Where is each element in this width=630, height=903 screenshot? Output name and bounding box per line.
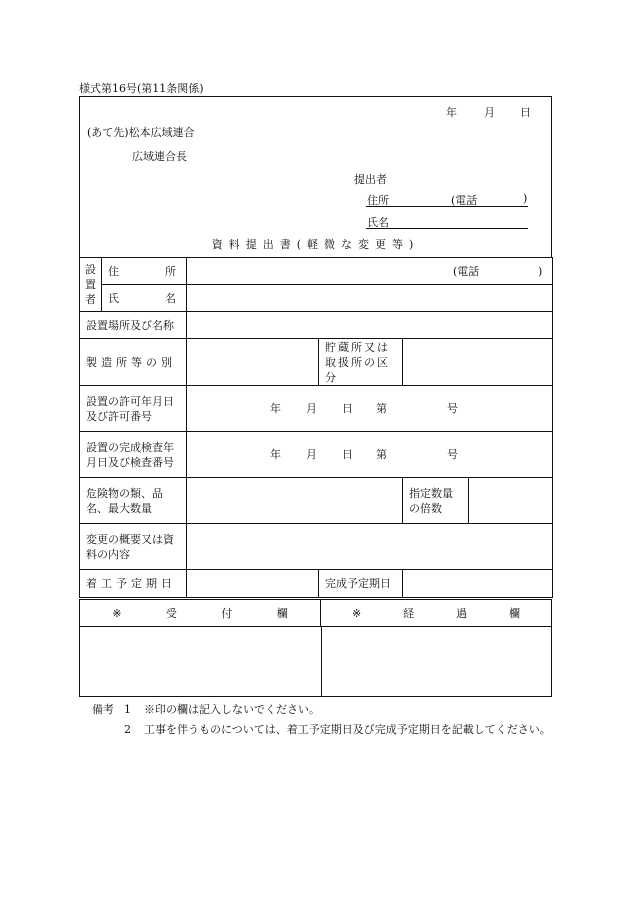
form-title: 資料提出書(軽微な変更等) [79,237,552,257]
start-field[interactable] [187,570,319,598]
facility-field[interactable] [187,339,319,386]
hazmat-field[interactable] [187,478,403,524]
storage-label: 貯蔵所又は取扱所の区分 [319,339,403,386]
completion-label: 設置の完成検査年月日及び検査番号 [80,432,187,478]
reception-header: ※ 受 付 欄 [80,600,321,626]
change-field[interactable] [187,524,553,570]
installer-name-field[interactable] [187,285,553,312]
addressee: (あて先)松本広域連合 [87,126,195,139]
notes-label: 備考 [92,703,114,716]
finish-label: 完成予定期日 [319,570,403,598]
submitter-label: 提出者 [354,173,387,186]
reception-progress-header [79,599,552,627]
submitter-address-label: 住所 [367,194,389,207]
submitter-name-field[interactable] [366,214,528,229]
finish-field[interactable] [403,570,553,598]
submitter-tel-close: ) [523,192,528,205]
progress-field[interactable] [322,626,551,696]
note-1: ※印の欄は記入しないでください。 [144,703,320,716]
multiple-label: 指定数量の倍数 [403,478,469,524]
reception-progress-body [79,626,552,697]
completion-field[interactable]: 年 月 日 第 号 [187,432,553,478]
installer-tel-close: ) [538,264,543,278]
storage-field[interactable] [403,339,553,386]
installer-address-label: 住 所 [102,258,187,285]
permit-label: 設置の許可年月日及び許可番号 [80,386,187,432]
chief: 広域連合長 [132,150,187,163]
installer-label: 設 置 者 [80,258,102,312]
submitter-name-label: 氏名 [367,216,389,229]
change-label: 変更の概要又は資料の内容 [80,524,187,570]
location-label: 設置場所及び名称 [80,312,187,339]
reception-field[interactable] [80,626,322,696]
form-code: 様式第16号(第11条関係) [79,82,204,95]
multiple-field[interactable] [469,478,553,524]
submitter-address-field[interactable] [366,192,528,207]
form-grid [79,257,553,598]
start-label: 着工予定期日 [80,570,187,598]
installer-address-field[interactable] [187,258,553,285]
note-2: 工事を伴うものについては、着工予定期日及び完成予定期日を記載してください。 [144,723,551,736]
notes: 備考 1 ※印の欄は記入しないでください。 2 工事を伴うものについては、着工予定期日及び完成予定期日を記載してください。 [92,700,564,740]
date-month: 月 [484,106,495,119]
progress-header: ※ 経 過 欄 [351,606,520,620]
location-field[interactable] [187,312,553,339]
permit-field[interactable]: 年 月 日 第 号 [187,386,553,432]
facility-label: 製造所等の別 [80,339,187,386]
date-year: 年 [446,106,457,119]
hazmat-label: 危険物の類、品名、最大数量 [80,478,187,524]
date-day: 日 [520,106,531,119]
header-block [79,96,552,237]
installer-tel-open: (電話 [453,264,480,278]
submitter-tel-open: (電話 [451,194,478,207]
installer-name-label: 氏 名 [102,285,187,312]
